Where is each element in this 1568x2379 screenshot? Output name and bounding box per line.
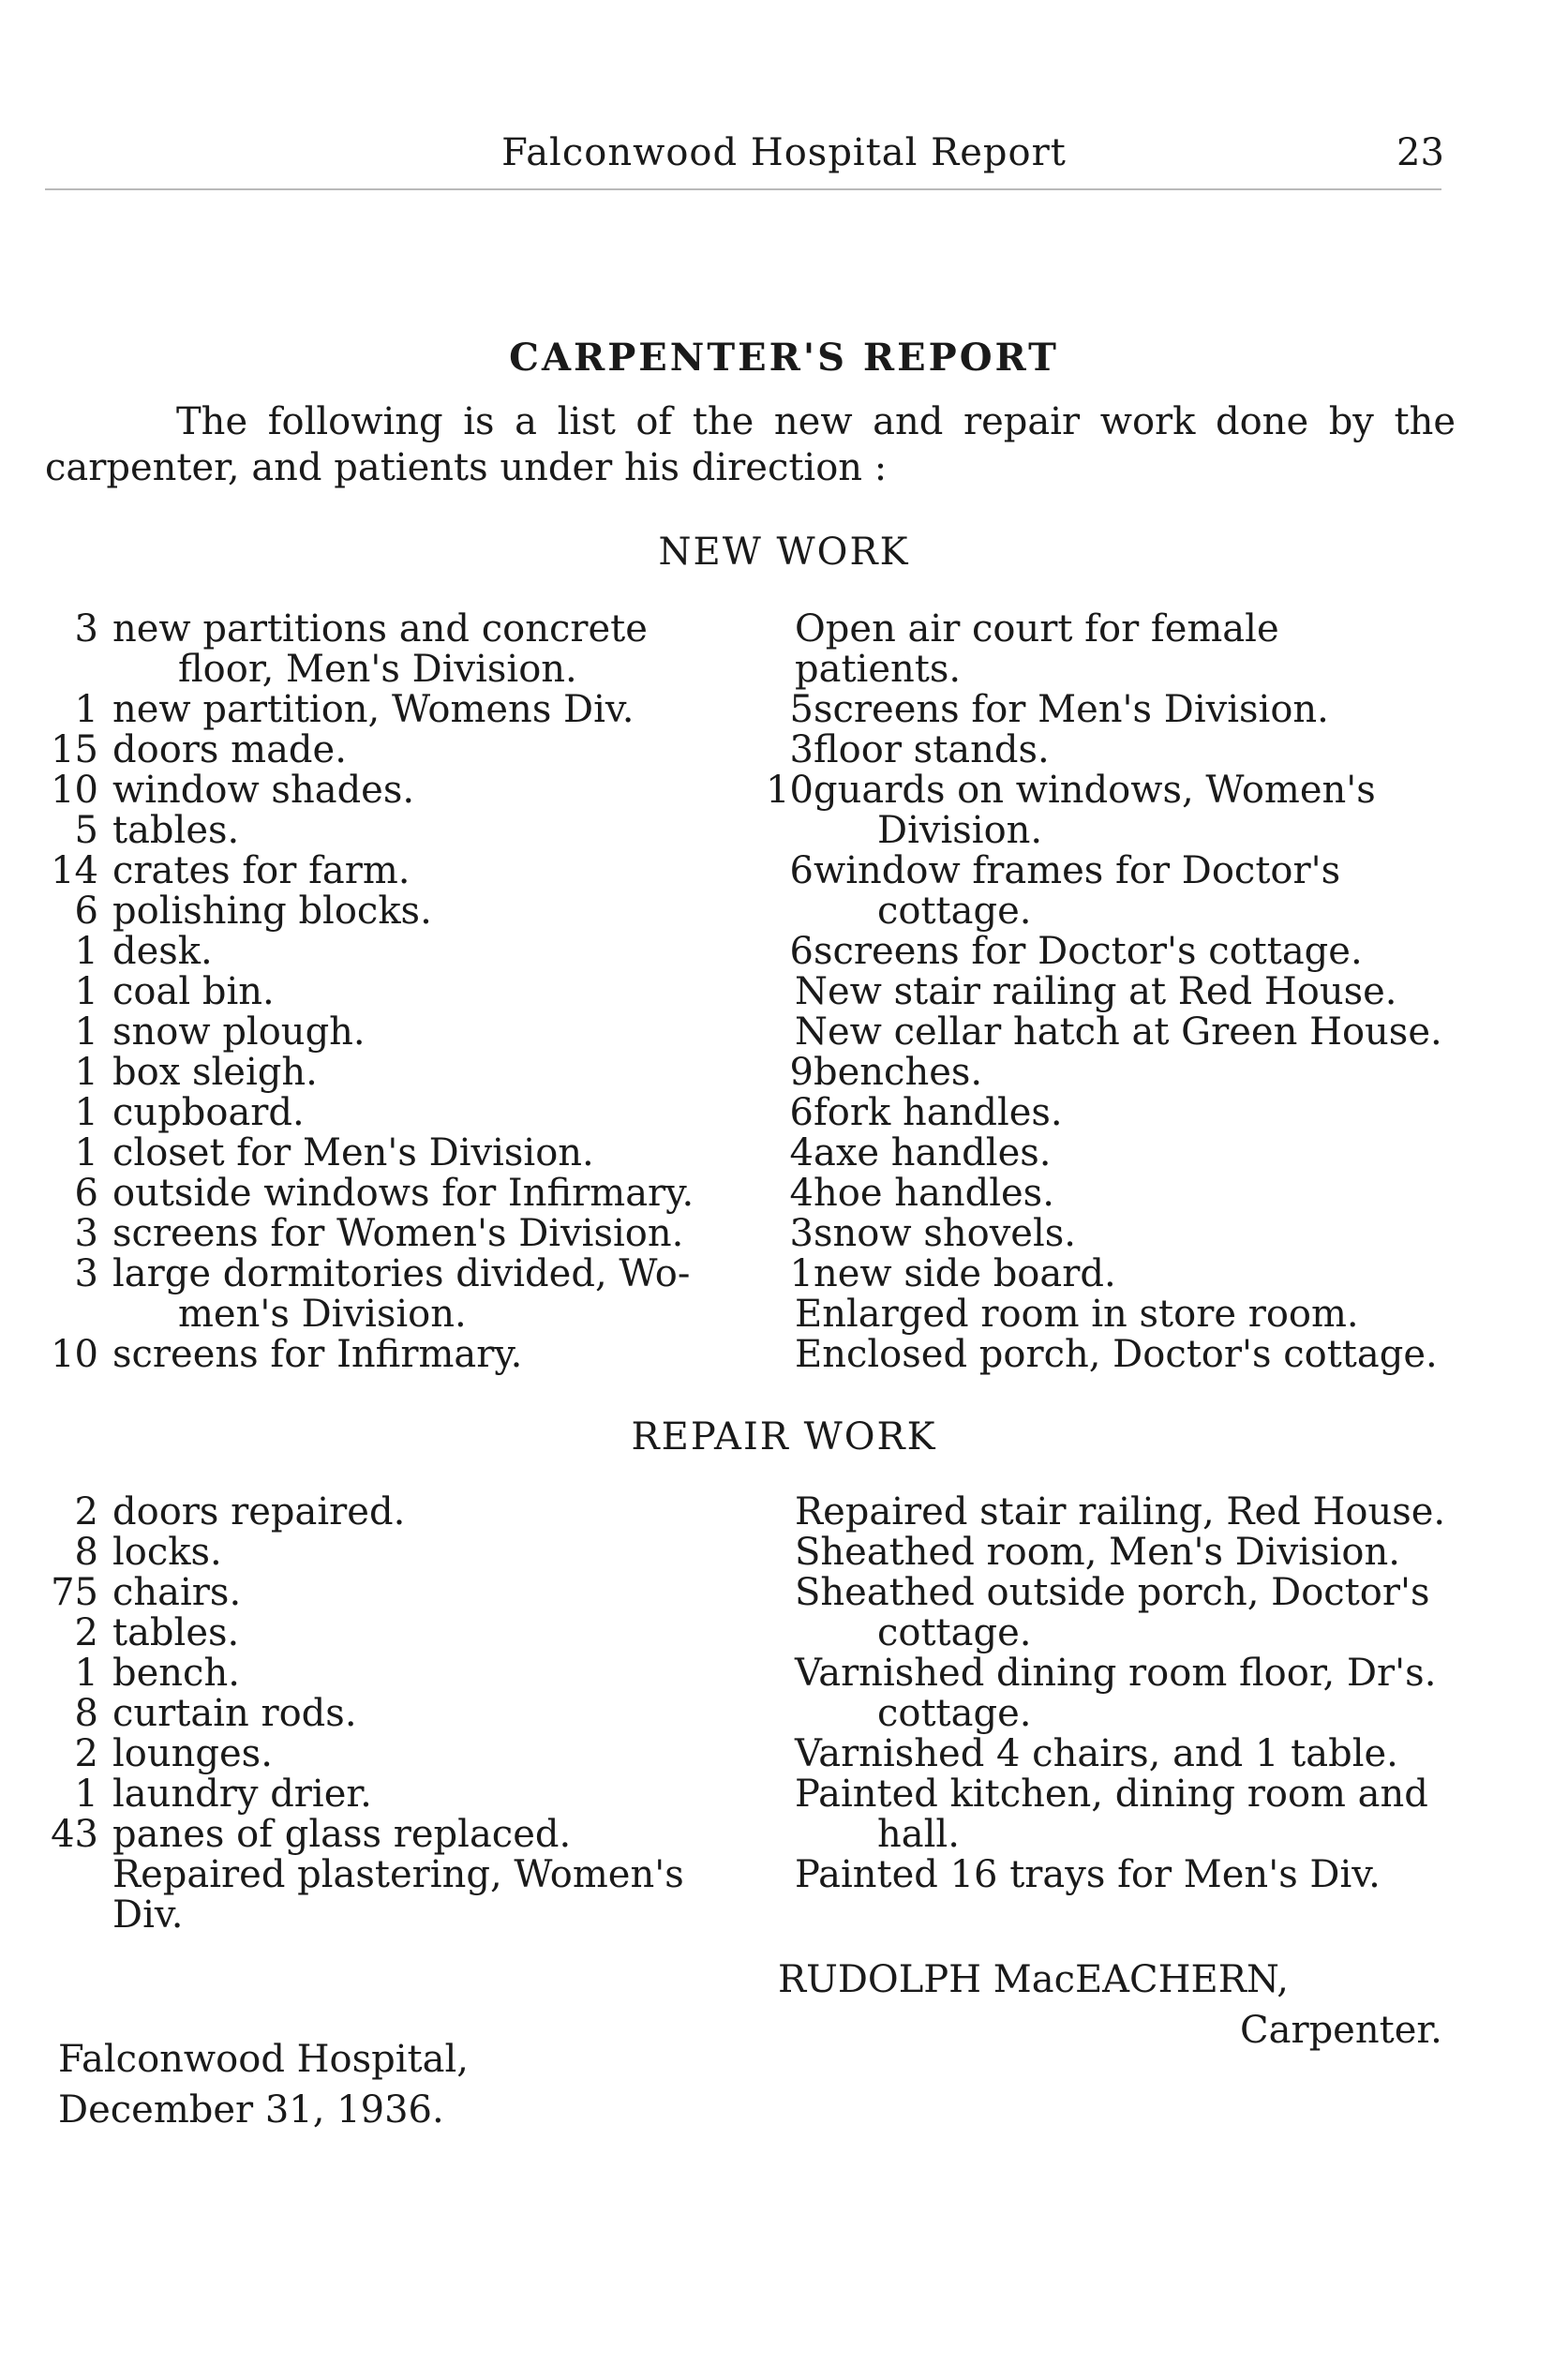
new-work-right-column (766, 607, 1456, 1376)
item-count: 3 (74, 1212, 98, 1255)
item-text: fork handles. (814, 1091, 1063, 1134)
list-item (47, 891, 709, 932)
list-item (47, 1174, 709, 1214)
item-text: box sleigh. (112, 1051, 318, 1094)
item-count: 9 (789, 1051, 814, 1094)
new-work-heading: NEW WORK (658, 531, 910, 574)
list-item (47, 1093, 709, 1133)
item-text: snow shovels. (814, 1212, 1076, 1255)
item-text: New cellar hatch at Green House. (795, 1010, 1442, 1054)
list-item (795, 1653, 1456, 1694)
report-title: CARPENTER'S REPORT (509, 336, 1059, 380)
item-text: Varnished 4 chairs, and 1 table. (795, 1732, 1398, 1775)
item-text: polishing blocks. (112, 890, 432, 933)
list-item (47, 730, 709, 771)
list-item-continuation (795, 1694, 1456, 1734)
item-text: Sheathed outside porch, Doctor's (795, 1571, 1430, 1614)
list-item (789, 728, 1456, 771)
item-count: 6 (74, 1172, 98, 1215)
list-item-continuation (795, 811, 1456, 851)
signature-role: Carpenter. (1240, 2009, 1442, 2052)
list-item-continuation (795, 891, 1456, 932)
signature-block (778, 1954, 1442, 2056)
item-count: 6 (789, 849, 814, 892)
item-text: doors repaired. (112, 1490, 406, 1534)
item-count: 5 (74, 809, 98, 852)
item-text: laundry drier. (112, 1773, 372, 1816)
item-text: locks. (112, 1531, 222, 1574)
list-item (47, 1254, 709, 1294)
item-text: floor stands. (814, 728, 1050, 771)
item-text: lounges. (112, 1732, 273, 1775)
list-item (47, 1815, 709, 1855)
page-number: 23 (1396, 131, 1444, 174)
list-item (47, 1694, 709, 1734)
item-text: closet for Men's Division. (112, 1131, 594, 1175)
item-count: 1 (74, 1091, 98, 1134)
item-text: cottage. (877, 1611, 1032, 1654)
list-item-continuation (795, 1613, 1456, 1653)
repair-work-heading: REPAIR WORK (631, 1415, 937, 1459)
list-item (47, 1012, 709, 1053)
item-text: Sheathed room, Men's Division. (795, 1531, 1400, 1574)
item-count: 2 (74, 1611, 98, 1654)
intro-paragraph: The following is a list of the new and repair work done by the carpenter, and patients under his direction : (45, 400, 1456, 489)
item-text: screens for Doctor's cottage. (814, 930, 1363, 973)
list-item (47, 1492, 709, 1533)
item-text: outside windows for Infirmary. (112, 1172, 694, 1215)
list-item (47, 1734, 709, 1774)
item-count: 6 (789, 1091, 814, 1134)
list-item (789, 930, 1456, 973)
item-count: 3 (74, 607, 98, 651)
list-item-continuation (795, 1815, 1456, 1855)
item-text: crates for farm. (112, 849, 411, 892)
item-count: 1 (74, 1131, 98, 1175)
repair-work-left-column (47, 1492, 709, 1936)
item-text: screens for Infirmary. (112, 1333, 523, 1376)
list-item (795, 1573, 1456, 1613)
item-text: curtain rods. (112, 1692, 357, 1735)
list-item (795, 1335, 1456, 1375)
list-item (789, 1091, 1456, 1134)
list-item (47, 1533, 709, 1573)
item-text: new partition, Womens Div. (112, 688, 635, 731)
list-item (795, 1492, 1456, 1533)
list-item (47, 609, 709, 650)
item-text: new side board. (814, 1252, 1116, 1295)
item-text: desk. (112, 930, 213, 973)
item-count: 75 (51, 1571, 98, 1614)
item-text: Enlarged room in store room. (795, 1293, 1359, 1336)
item-count: 1 (789, 1252, 814, 1295)
item-count: 1 (74, 1652, 98, 1695)
item-text: New stair railing at Red House. (795, 970, 1397, 1013)
list-item (789, 1131, 1456, 1175)
item-text: Repaired plastering, Women's Div. (112, 1853, 684, 1937)
list-item-continuation (47, 650, 709, 690)
list-item (795, 1533, 1456, 1573)
item-text: coal bin. (112, 970, 275, 1013)
list-item (47, 1855, 709, 1936)
list-item (795, 1855, 1456, 1895)
item-text: panes of glass replaced. (112, 1813, 572, 1856)
item-count: 6 (789, 930, 814, 973)
list-item (795, 1294, 1456, 1335)
item-text: Painted kitchen, dining room and (795, 1773, 1428, 1816)
item-count: 1 (74, 1051, 98, 1094)
item-count: 1 (74, 1010, 98, 1054)
item-text: guards on windows, Women's (814, 769, 1376, 812)
item-text: screens for Men's Division. (814, 688, 1329, 731)
list-item (47, 1573, 709, 1613)
item-text: snow plough. (112, 1010, 366, 1054)
item-count: 1 (74, 688, 98, 731)
item-text: Varnished dining room floor, Dr's. (795, 1652, 1437, 1695)
item-text: floor, Men's Division. (178, 648, 577, 691)
dateline-place: Falconwood Hospital, (58, 2038, 469, 2081)
item-count: 43 (51, 1813, 98, 1856)
list-item (795, 1012, 1456, 1053)
list-item (47, 1214, 709, 1254)
item-count: 10 (51, 1333, 98, 1376)
running-title: Falconwood Hospital Report (501, 131, 1067, 174)
list-item (47, 1133, 709, 1174)
item-count: 5 (789, 688, 814, 731)
list-item (47, 1774, 709, 1815)
item-text: Open air court for female patients. (795, 607, 1279, 691)
dateline (58, 2034, 469, 2135)
list-item (795, 1734, 1456, 1774)
list-item (789, 1252, 1456, 1295)
signature-name: RUDOLPH MacEACHERN, (778, 1958, 1290, 2001)
list-item (47, 811, 709, 851)
item-text: hall. (877, 1813, 960, 1856)
item-count: 1 (74, 970, 98, 1013)
item-count: 14 (51, 849, 98, 892)
list-item (47, 972, 709, 1012)
item-text: axe handles. (814, 1131, 1052, 1175)
list-item (789, 849, 1456, 892)
list-item (795, 609, 1456, 690)
item-text: Division. (877, 809, 1043, 852)
item-count: 3 (74, 1252, 98, 1295)
item-text: screens for Women's Division. (112, 1212, 684, 1255)
new-work-left-column (47, 609, 709, 1375)
item-count: 15 (51, 728, 98, 771)
item-text: large dormitories divided, Wo- (112, 1252, 691, 1295)
item-text: chairs. (112, 1571, 242, 1614)
list-item (795, 972, 1456, 1012)
list-item (795, 1774, 1456, 1815)
list-item (47, 851, 709, 891)
list-item (789, 688, 1456, 731)
item-text: new partitions and concrete (112, 607, 648, 651)
item-count: 2 (74, 1490, 98, 1534)
header-rule (45, 188, 1441, 190)
list-item (789, 1212, 1456, 1255)
item-text: benches. (814, 1051, 983, 1094)
list-item (47, 1053, 709, 1093)
item-count: 4 (789, 1172, 814, 1215)
item-text: bench. (112, 1652, 240, 1695)
item-text: tables. (112, 1611, 240, 1654)
item-count: 3 (789, 728, 814, 771)
repair-work-right-column (795, 1492, 1456, 1895)
list-item (47, 1335, 709, 1375)
item-text: Painted 16 trays for Men's Div. (795, 1853, 1381, 1896)
item-text: men's Division. (178, 1293, 467, 1336)
item-count: 10 (51, 769, 98, 812)
item-text: Enclosed porch, Doctor's cottage. (795, 1333, 1438, 1376)
list-item (789, 1051, 1456, 1094)
item-text: window frames for Doctor's (814, 849, 1341, 892)
dateline-date: December 31, 1936. (58, 2088, 444, 2132)
list-item (47, 690, 709, 730)
item-text: cottage. (877, 890, 1032, 933)
list-item (766, 769, 1456, 812)
list-item (47, 771, 709, 811)
list-item (47, 1613, 709, 1653)
item-count: 3 (789, 1212, 814, 1255)
list-item (789, 1172, 1456, 1215)
item-count: 10 (766, 769, 814, 812)
item-text: doors made. (112, 728, 347, 771)
item-text: cupboard. (112, 1091, 305, 1134)
item-count: 2 (74, 1732, 98, 1775)
list-item (47, 932, 709, 972)
item-text: cottage. (877, 1692, 1032, 1735)
item-count: 8 (74, 1692, 98, 1735)
item-text: Repaired stair railing, Red House. (795, 1490, 1446, 1534)
list-item-continuation (47, 1294, 709, 1335)
item-count: 4 (789, 1131, 814, 1175)
item-count: 1 (74, 1773, 98, 1816)
item-text: hoe handles. (814, 1172, 1054, 1215)
list-item (47, 1653, 709, 1694)
item-text: window shades. (112, 769, 415, 812)
item-text: tables. (112, 809, 240, 852)
item-count: 6 (74, 890, 98, 933)
item-count: 1 (74, 930, 98, 973)
item-count: 8 (74, 1531, 98, 1574)
